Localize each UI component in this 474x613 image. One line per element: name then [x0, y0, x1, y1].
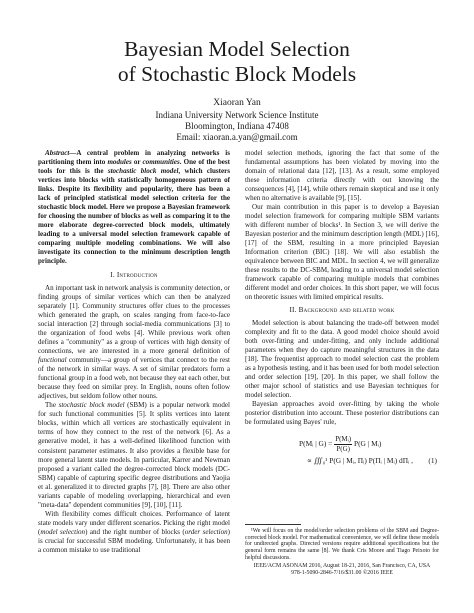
- background-paragraph-1: Model selection is about balancing the trade-off between model complexity and fit to the data. A good model choice should avoid both over-fitting and under-fitting, and only include additional parameters when they do capture meaningful structures in the data [18]. The frequentist approach to model selection cast the problem as a hypothesis testing, and it has been used for both model selection and order selection [19], [20]. In this paper, we shall follow the other major school of statistics and use Bayesian techniques for model selection.: [245, 319, 439, 400]
- p3-text-c: ) is crucial for successful SBM modeling. Unfortunately, it has been a common mistake to use traditional: [38, 527, 230, 554]
- conference-line: IEEE/ACM ASONAM 2016, August 18-21, 2016, San Francisco, CA, USA: [253, 562, 431, 569]
- p1-text-b: community—a group of vertices that connect to the rest of the network in similar ways. A set of similar predators form a functional group in a food web, not because they eat each other, but because they feed on similar prey. In English, nouns often follow adjectives, but seldom follow other nouns.: [38, 356, 230, 401]
- section-heading-background: II. Background and related work: [289, 306, 395, 315]
- abstract: [38, 149, 230, 266]
- fraction-numerator: P(Mᵢ): [334, 435, 352, 445]
- abstract-text-c: . One of the best tools for this is the: [38, 158, 230, 176]
- equation-likelihood: P(G | Mᵢ): [352, 439, 382, 449]
- abstract-term-sbm: stochastic block model: [107, 167, 179, 176]
- paragraph-continued: model selection methods, ignoring the fact that some of the fundamental assumptions has been violated by moving into the domain of relational data [12], [13]. As a result, some employed these information criteria directly with out knowing the consequences [4], [14], while others remain skeptical and use it only when no alternative is available [9], [15].: [245, 149, 439, 203]
- p2-term-sbm: stochastic block model: [58, 401, 125, 410]
- author-email: Email: xiaoran.a.yan@gmail.com: [176, 132, 298, 142]
- footnote-text: ¹We will focus on the model/order selection problems of the SBM and Degree-corrected block model. For mathematical convenience, we will define these models for undirected graphs. Directed versions require additional specifications but the general form remains the same [8]. We thank Cris Moore and Tiago Peixoto for helpful discussions.: [245, 528, 439, 561]
- intro-paragraph-3: [38, 510, 230, 555]
- abstract-text-a: —A central problem in analyzing networks is partitioning them into: [38, 149, 230, 167]
- footnote: [245, 528, 439, 577]
- abstract-text-b: or: [131, 158, 143, 167]
- equation-lhs: P(Mᵢ | G) =: [299, 439, 333, 449]
- equation-line-1: [299, 435, 381, 454]
- section-heading-introduction: I. Introduction: [110, 271, 158, 280]
- isbn-line: 978-1-5090-2846-7/16/$31.00 ©2016 IEEE: [291, 570, 393, 577]
- equation-1: [245, 431, 439, 475]
- abstract-term-modules: modules: [107, 158, 132, 167]
- footnote-rule: [245, 524, 301, 525]
- p3-text-b: ) and the right number of blocks (: [85, 527, 185, 536]
- abstract-text-d: , which clusters vertices into blocks with statistically homogeneous pattern of links. Despite its flexibility and popularity, there has been a lack of principled statistical model selection criteria for the stochastic block model. Here we propose a Bayesian framework for choosing the number of blocks as well as comparing it to the more elaborate degree-corrected block models, ultimately leading to a universal model selection framework capable of comparing multiple modeling combinations. We will also investigate its connection to the minimum description length principle.: [38, 167, 230, 266]
- contribution-paragraph: Our main contribution in this paper is to develop a Bayesian model selection framework for comparing multiple SBM variants with different number of blocks¹. In Section 3, we will derive the Bayesian posterior and the minimum description length (MDL) [16], [17] of the SBM, resulting in a more principled Bayesian Information criterion (BIC) [18]. We will also establish the equivalence between BIC and MDL. In section 4, we will generalize these results to the DC-SBM, leading to a universal model selection framework capable of comparing multiple models that combines different model and order choices. In this short paper, we will focus on theoretic issues with limited empirical results.: [245, 203, 439, 302]
- p2-text-a: The: [45, 401, 59, 410]
- p3-term-order-selection: order selection: [184, 527, 228, 536]
- author-affiliation: Indiana University Network Science Institute: [155, 110, 319, 120]
- fraction-denominator: P(G): [336, 445, 350, 454]
- equation-number: (1): [428, 456, 437, 466]
- equation-line-2: ∝ ∭₀¹ P(G | Mᵢ, Πᵢ) P(Πᵢ | Mᵢ) dΠᵢ ,: [307, 456, 413, 466]
- background-paragraph-2: Bayesian approaches avoid over-fitting by taking the whole posterior distribution into account. These posterior distributions can be formulated using Bayes' rule,: [245, 400, 439, 427]
- abstract-term-communities: communities: [142, 158, 180, 167]
- intro-paragraph-1: [38, 284, 230, 401]
- paper-title-line2: of Stochastic Block Models: [117, 62, 357, 86]
- p2-text-b: (SBM) is a popular network model for such functional communities [5]. It splits vertices into latent blocks, within which all vertices are stochastically equivalent in terms of how they connect to the rest of the network [6]. As a generative model, it has a well-defined likelihood function with consistent parameter estimates. It also provides a flexible base for more general latent state models. In particular, Karrer and Newman proposed a variant called the degree-corrected block models (DC-SBM) capable of capturing specific degree distributions and Yaojia et al. generalized it to directed graphs [7], [8]. There are also other variants capable of modeling overlapping, hierarchical and even "meta-data" dependent communities [9], [10], [11].: [38, 401, 230, 509]
- left-column: [38, 149, 230, 555]
- p1-term-functional: functional: [38, 356, 67, 365]
- p1-text-a: An important task in network analysis is community detection, or finding groups of similar vertices which can then be analyzed separately [1]. Community structures offer clues to the processes which generated the graph, on scales ranging from face-to-face social interaction [2] through social-media communications [3] to the organization of food webs [4]. While previous work often defines a "community" as a group of vertices with high density of connections, we are interested in a more general definition of: [38, 284, 230, 356]
- p3-term-model-selection: model selection: [40, 527, 86, 536]
- right-column: [245, 149, 439, 478]
- author-name: Xiaoran Yan: [213, 98, 261, 108]
- abstract-label: Abstract: [45, 149, 70, 157]
- p3-text-a: With flexibility comes difficult choices. Performance of latent state models vary under different scenarios. Picking the right model (: [38, 509, 230, 536]
- equation-fraction: [334, 435, 352, 454]
- intro-paragraph-2: [38, 401, 230, 509]
- author-city: Bloomington, Indiana 47408: [185, 121, 289, 131]
- paper-title-line1: Bayesian Model Selection: [124, 37, 350, 61]
